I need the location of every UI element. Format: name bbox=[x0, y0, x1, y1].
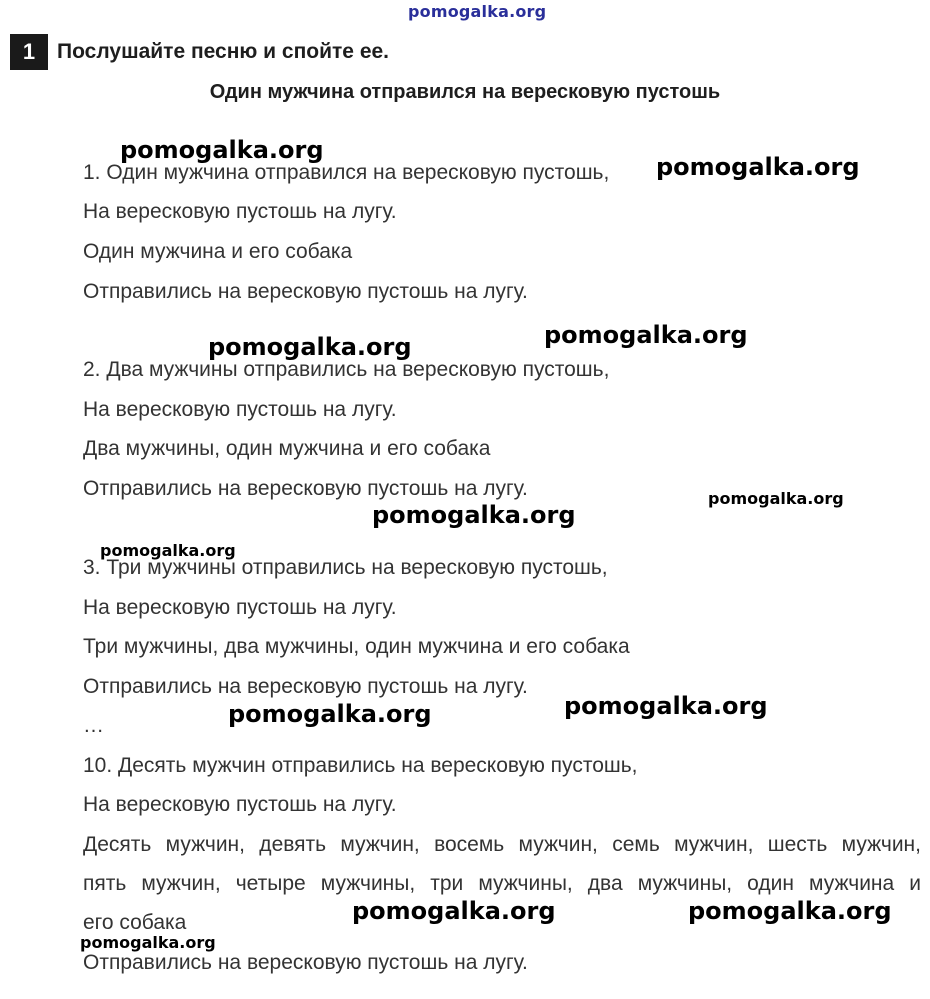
verse-10-line-6: Отправились на вересковую пустошь на лугу. bbox=[83, 951, 528, 974]
watermark: pomogalka.org bbox=[208, 333, 412, 361]
verse-1-line-3: Один мужчина и его собака bbox=[83, 240, 353, 263]
verse-3-line-2: На вересковую пустошь на лугу. bbox=[83, 596, 397, 619]
verse-3-line-4: Отправились на вересковую пустошь на лугу. bbox=[83, 675, 528, 698]
verse-1-line-4: Отправились на вересковую пустошь на лугу. bbox=[83, 280, 528, 303]
watermark: pomogalka.org bbox=[120, 136, 324, 164]
verse-1-line-2: На вересковую пустошь на лугу. bbox=[83, 200, 397, 223]
watermark: pomogalka.org bbox=[228, 700, 432, 728]
task-title: Послушайте песню и спойте ее. bbox=[57, 40, 390, 63]
verse-3-line-1: 3. Три мужчины отправились на вересковую пустошь, bbox=[83, 556, 608, 579]
watermark: pomogalka.org bbox=[80, 933, 216, 952]
verse-10-line-3: Десять мужчин, девять мужчин, восемь мужчин, семь мужчин, шесть мужчин, bbox=[83, 833, 921, 856]
verse-2-line-3: Два мужчины, один мужчина и его собака bbox=[83, 437, 491, 460]
verse-10-line-5: его собака bbox=[83, 911, 187, 934]
verse-3-line-3: Три мужчины, два мужчины, один мужчина и его собака bbox=[83, 635, 630, 658]
verse-10-line-2: На вересковую пустошь на лугу. bbox=[83, 793, 397, 816]
watermark: pomogalka.org bbox=[372, 501, 576, 529]
verse-10-line-4: пять мужчин, четыре мужчины, три мужчины, два мужчины, один мужчина и bbox=[83, 872, 921, 895]
verse-2-line-2: На вересковую пустошь на лугу. bbox=[83, 398, 397, 421]
watermark: pomogalka.org bbox=[352, 897, 556, 925]
task-number-badge: 1 bbox=[10, 34, 48, 70]
watermark: pomogalka.org bbox=[708, 489, 844, 508]
watermark: pomogalka.org bbox=[564, 692, 768, 720]
verse-10-line-1: 10. Десять мужчин отправились на вересковую пустошь, bbox=[83, 754, 638, 777]
site-watermark-top: pomogalka.org bbox=[408, 2, 547, 21]
verse-2-line-1: 2. Два мужчины отправились на вересковую пустошь, bbox=[83, 358, 610, 381]
watermark: pomogalka.org bbox=[544, 321, 748, 349]
watermark: pomogalka.org bbox=[656, 153, 860, 181]
verse-1-line-1: 1. Один мужчина отправился на вересковую пустошь, bbox=[83, 161, 610, 184]
watermark: pomogalka.org bbox=[100, 541, 236, 560]
ellipsis: … bbox=[83, 714, 104, 737]
song-title: Один мужчина отправился на вересковую пустошь bbox=[209, 81, 721, 103]
watermark: pomogalka.org bbox=[688, 897, 892, 925]
verse-2-line-4: Отправились на вересковую пустошь на лугу. bbox=[83, 477, 528, 500]
